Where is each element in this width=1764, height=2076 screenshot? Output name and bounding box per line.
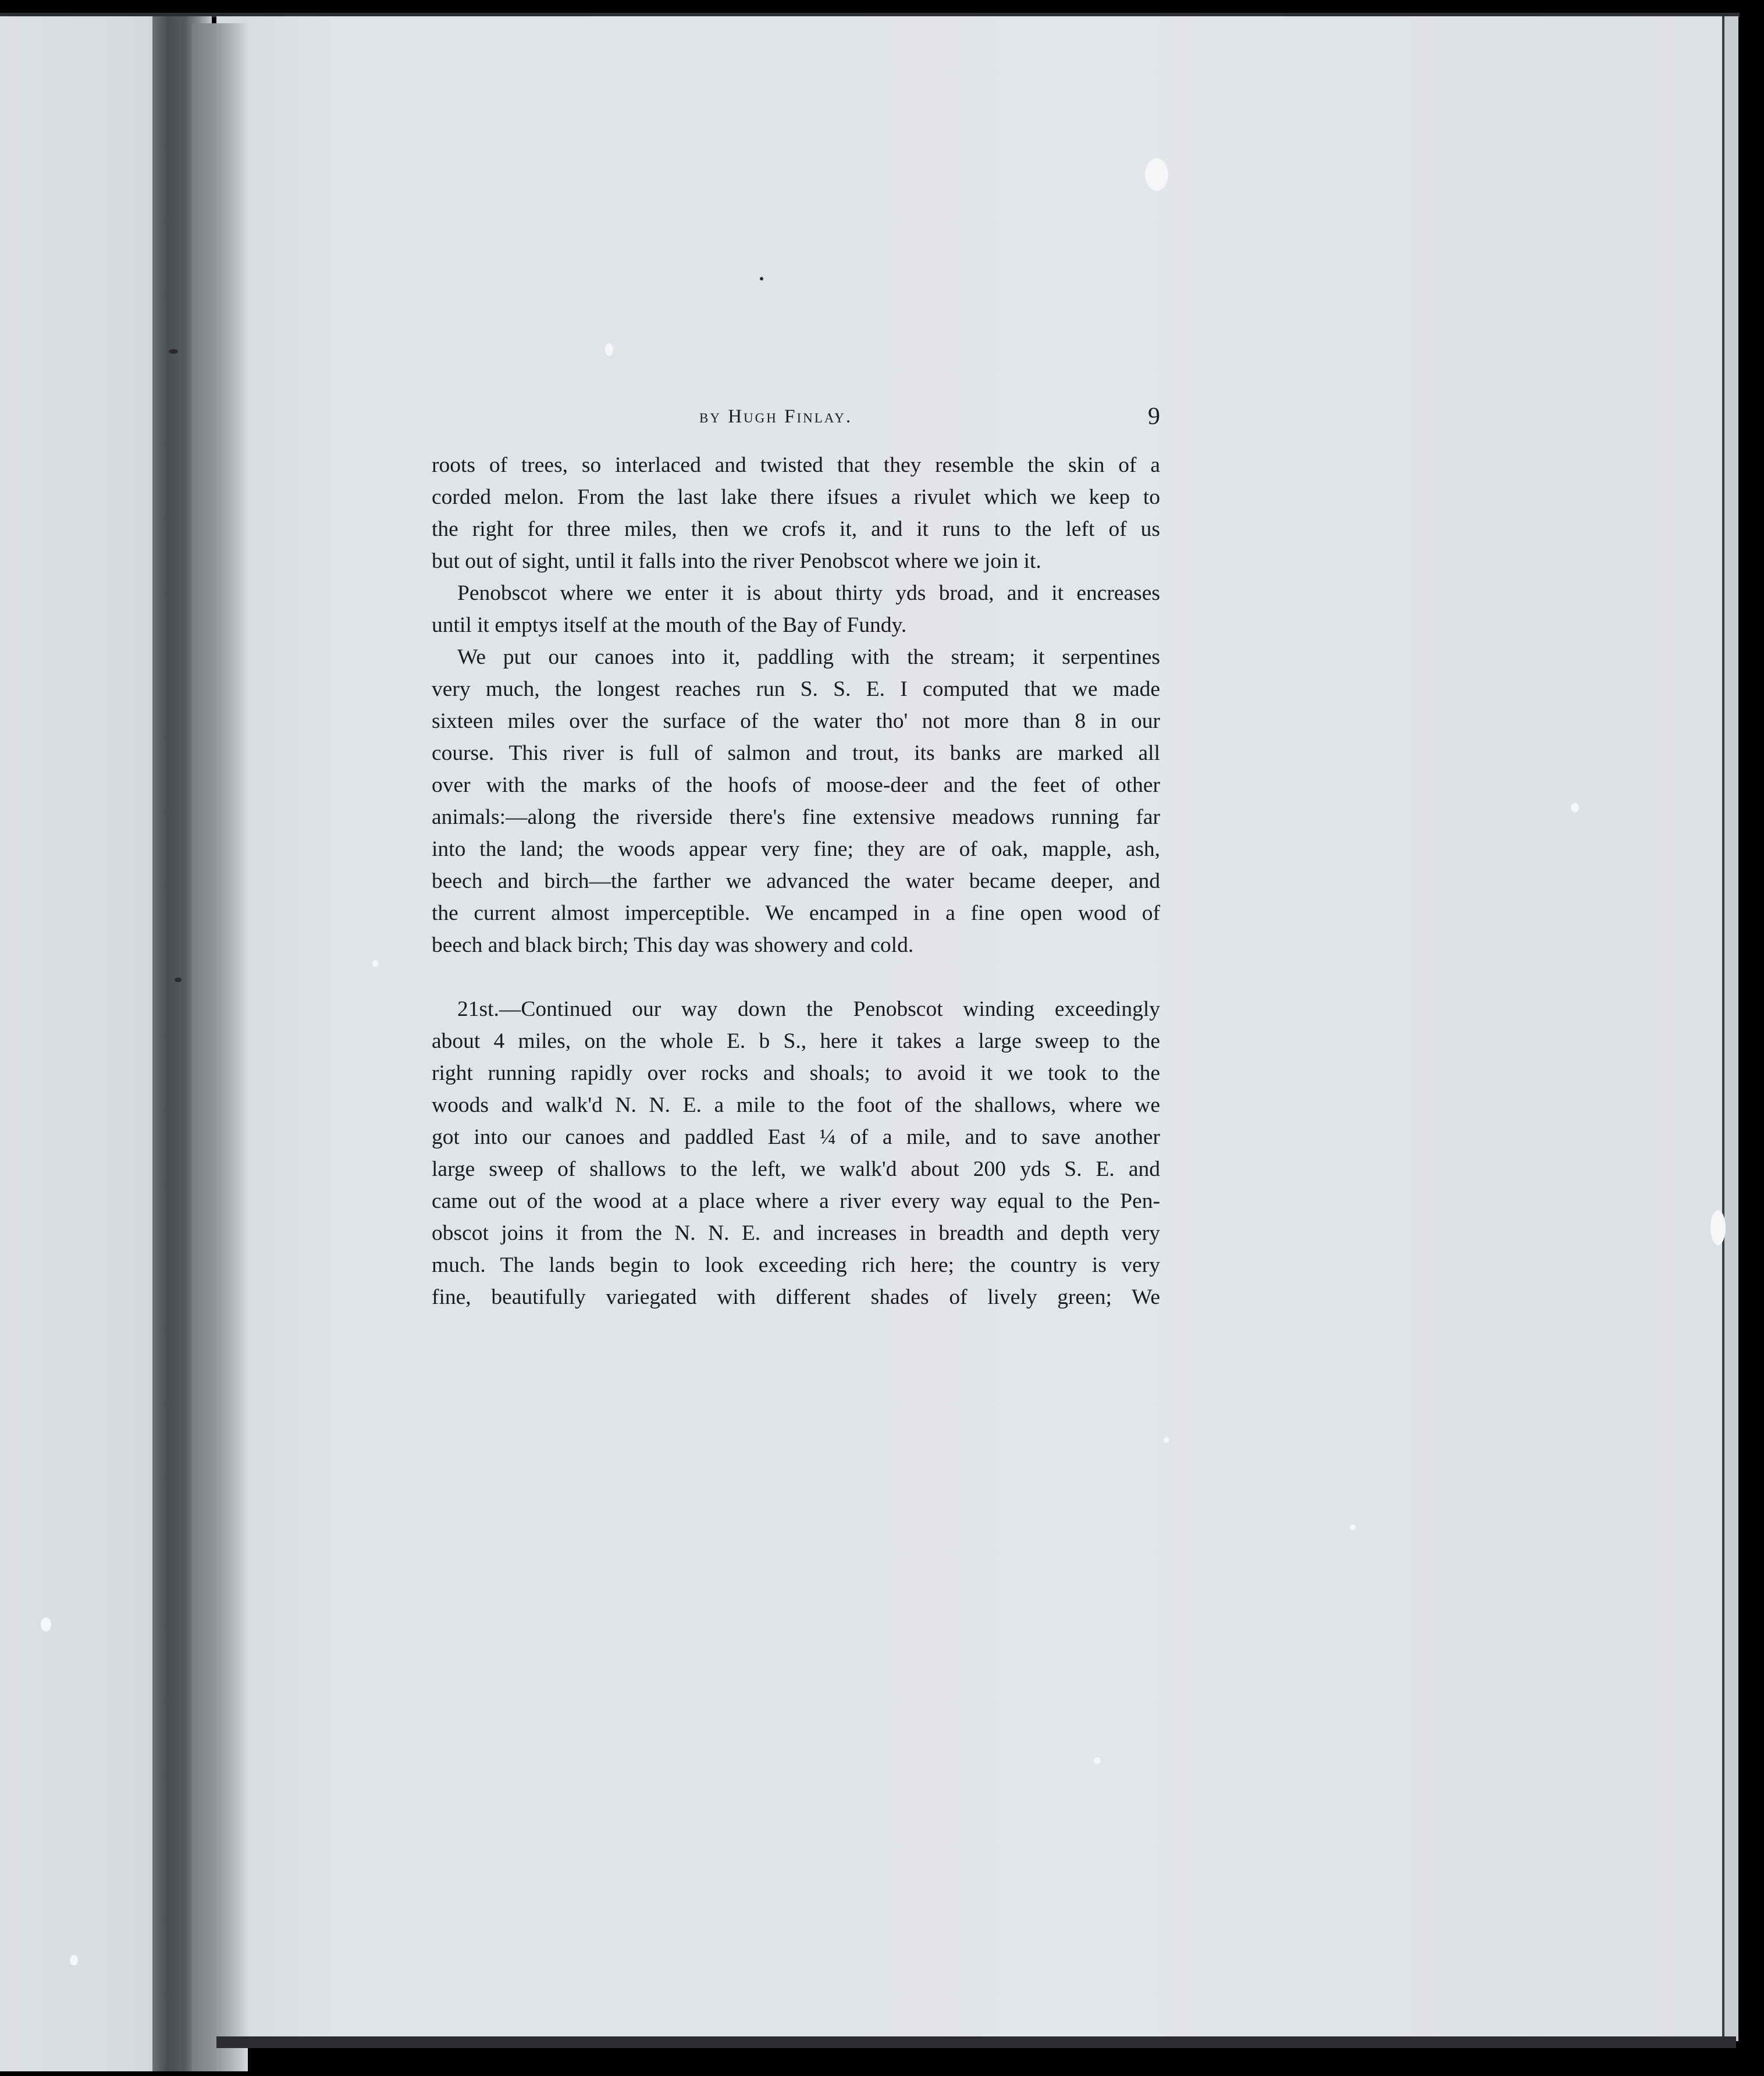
page-number: 9 (1148, 403, 1160, 430)
text-line: until it emptys itself at the mouth of the Bay of Fundy. (432, 613, 907, 637)
paragraph-1 (432, 449, 1160, 577)
paragraph-4 (432, 993, 1160, 1313)
dust-speck (41, 1618, 51, 1631)
text-line: corded melon. From the last lake there ifsues a rivulet which we keep to (432, 485, 1160, 509)
text-line: got into our canoes and paddled East ¼ of a mile, and to save another (432, 1125, 1160, 1149)
gutter-shadow (192, 23, 248, 2071)
text-line: into the land; the woods appear very fine; they are of oak, mapple, ash, (432, 837, 1160, 861)
text-line: much. The lands begin to look exceeding rich here; the country is very (432, 1253, 1160, 1277)
dust-speck (175, 977, 182, 982)
dust-speck (70, 1955, 78, 1965)
text-line: about 4 miles, on the whole E. b S., here it takes a large sweep to the (432, 1029, 1160, 1053)
text-line: large sweep of shallows to the left, we walk'd about 200 yds S. E. and (432, 1157, 1160, 1181)
text-line: fine, beautifully variegated with different shades of lively green; We (432, 1285, 1160, 1309)
text-line: came out of the wood at a place where a river every way equal to the Pen- (432, 1189, 1160, 1213)
text-line: sixteen miles over the surface of the water tho' not more than 8 in our (432, 709, 1160, 733)
text-line: beech and birch—the farther we advanced the water became deeper, and (432, 869, 1160, 893)
text-line: very much, the longest reaches run S. S. E. I computed that we made (432, 677, 1160, 701)
dust-speck (169, 349, 178, 354)
text-line: beech and black birch; This day was showery and cold. (432, 933, 914, 957)
page-right-edge (1722, 16, 1738, 2041)
dust-speck (605, 343, 613, 356)
dust-speck (1350, 1524, 1356, 1530)
dust-speck (372, 960, 378, 967)
dust-speck (1145, 158, 1168, 191)
text-line: 21st.—Continued our way down the Penobscot winding exceedingly (457, 997, 1160, 1021)
section-gap (432, 961, 1160, 993)
text-line: but out of sight, until it falls into the river Penobscot where we join it. (432, 549, 1041, 573)
text-line: right running rapidly over rocks and shoals; to avoid it we took to the (432, 1061, 1160, 1085)
text-line: Penobscot where we enter it is about thirty yds broad, and it encreases (457, 581, 1160, 605)
text-line: the current almost imperceptible. We encamped in a fine open wood of (432, 901, 1160, 925)
text-line: roots of trees, so interlaced and twisted that they resemble the skin of a (432, 453, 1160, 477)
dust-speck (1571, 803, 1579, 812)
dust-speck (1710, 1210, 1726, 1245)
dust-speck (760, 277, 763, 280)
text-line: woods and walk'd N. N. E. a mile to the foot of the shallows, where we (432, 1093, 1160, 1117)
text-line: obscot joins it from the N. N. E. and increases in breadth and depth very (432, 1221, 1160, 1245)
previous-leaf-edge (0, 16, 175, 2071)
page-bottom-edge (216, 2036, 1736, 2048)
dust-speck (1164, 1437, 1169, 1443)
text-line: course. This river is full of salmon and trout, its banks are marked all (432, 741, 1160, 765)
text-line: We put our canoes into it, paddling with the stream; it serpentines (457, 645, 1160, 669)
text-line: the right for three miles, then we crofs it, and it runs to the left of us (432, 517, 1160, 541)
paragraph-2 (432, 577, 1160, 641)
text-line: over with the marks of the hoofs of moose-deer and the feet of other (432, 773, 1160, 797)
text-line: animals:—along the riverside there's fine extensive meadows running far (432, 805, 1160, 829)
paragraph-3 (432, 641, 1160, 961)
dust-speck (1094, 1757, 1101, 1764)
body-text (432, 449, 1160, 1313)
running-head (432, 403, 1160, 441)
running-title: by Hugh Finlay. (699, 406, 853, 427)
